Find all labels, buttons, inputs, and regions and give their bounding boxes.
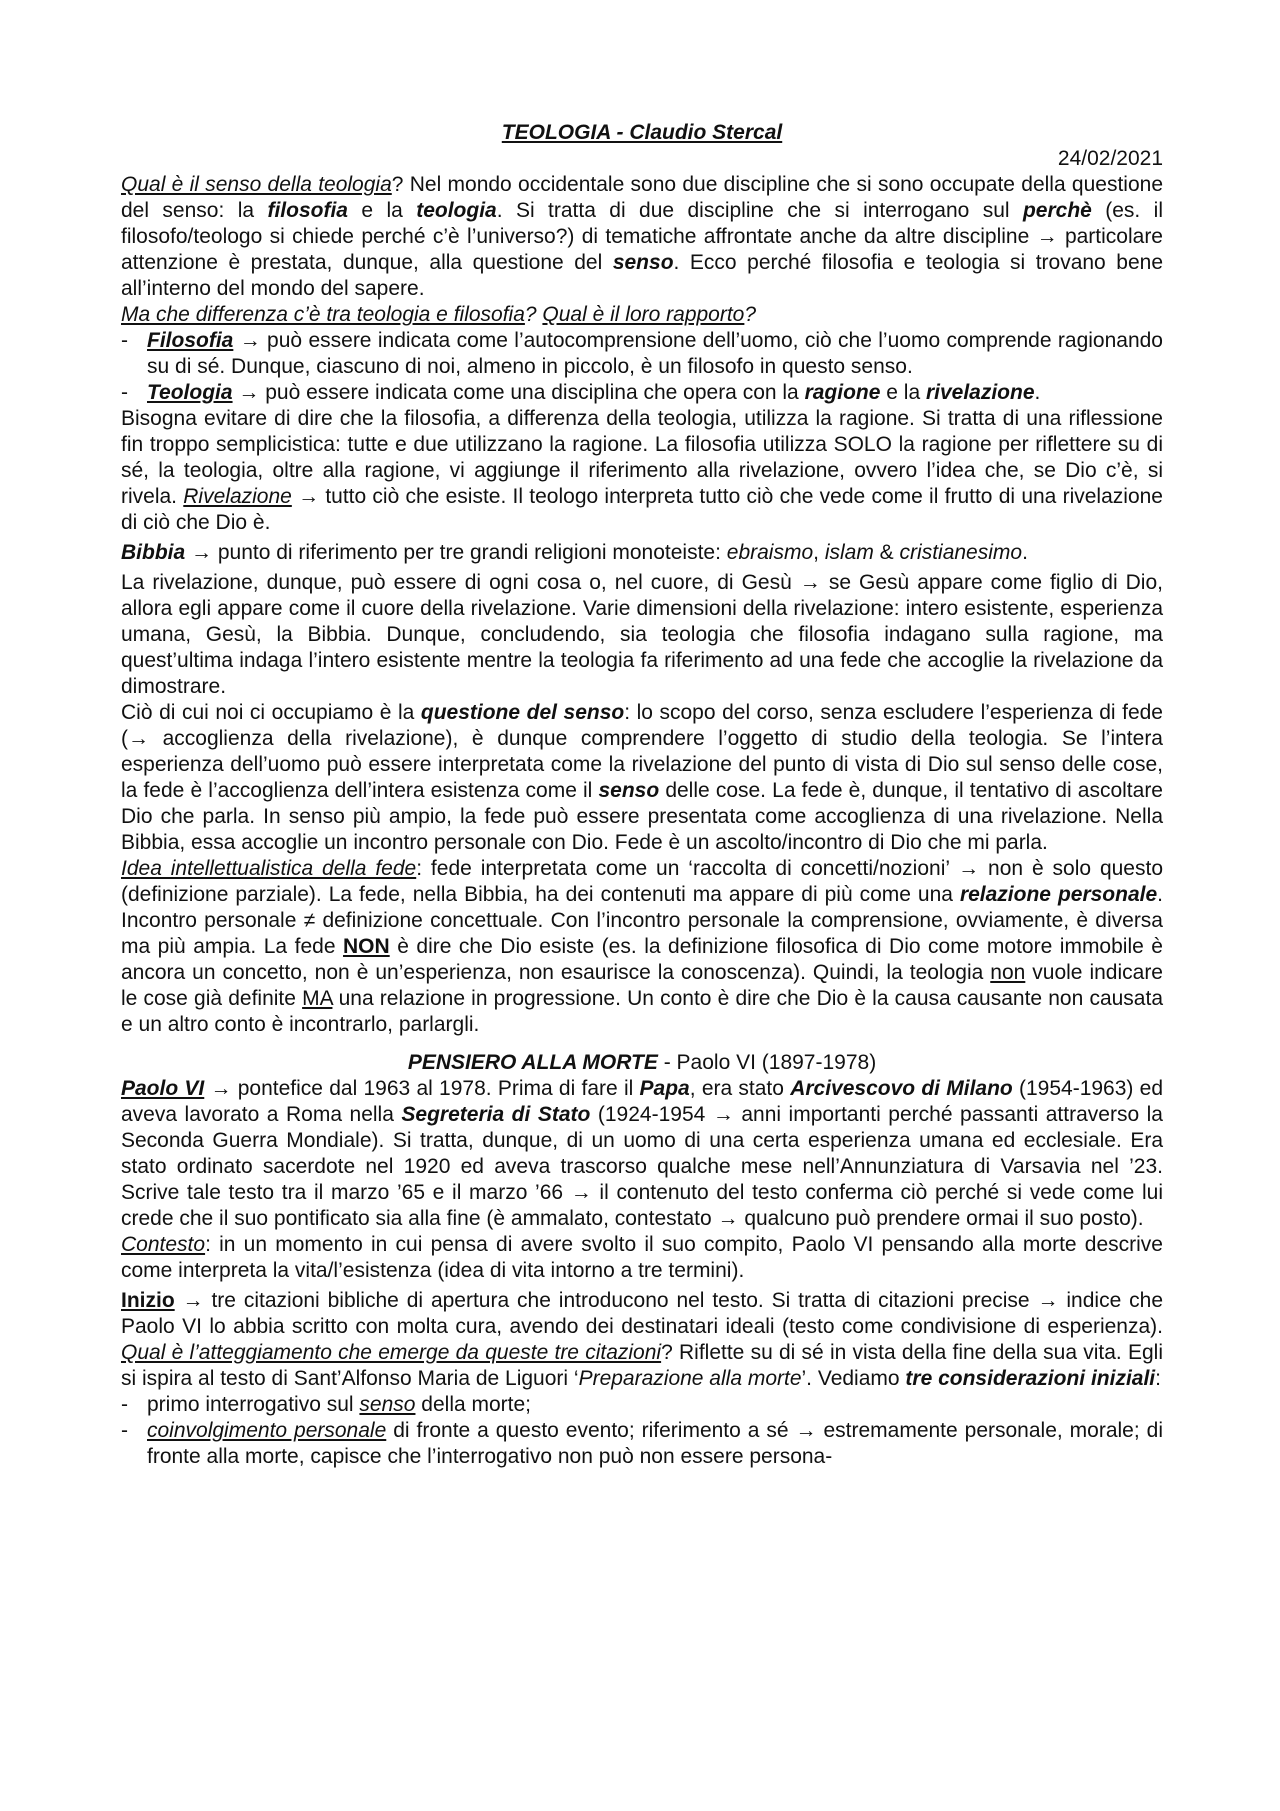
paragraph-senso-teologia: Qual è il senso della teologia? Nel mondo occidentale sono due discipline che si sono occupate della questione del senso: la filosofia e la teologia. Si tratta di due discipline che si interrogano sul perchè (es. il filosofo/teologo si chiede perché c’è l’universo?) di tematiche affrontate anche da altre discipline → particolare attenzione è prestata, dunque, alla questione del senso. Ecco perché filosofia e teologia si trovano bene all’interno del mondo del sapere. (121, 173, 1164, 300)
paragraph-paolo-vi: Paolo VI → pontefice dal 1963 al 1978. Prima di fare il Papa, era stato Arcivescovo di Milano (1954-1963) ed aveva lavorato a Roma nella Segreteria di Stato (1924-1954 → anni importanti perché passanti attraverso la Seconda Guerra Mondiale). Si tratta, dunque, di un uomo di una certa esperienza umana ed ecclesiale. Era stato ordinato sacerdote nel 1920 ed aveva trascorso qualche mese nell’Annunziatura di Varsavia nel ’23. Scrive tale testo tra il marzo ’65 e il marzo ’66 → il contenuto del testo conferma ciò perché si vede come lui crede che il suo pontificato sia alla fine (è ammalato, contestato → qualcuno può prendere ormai il suo posto). (121, 1077, 1164, 1230)
paragraph-inizio: Inizio → tre citazioni bibliche di apertura che introducono nel testo. Si tratta di citazioni precise → indice che Paolo VI lo abbia scritto con molta cura, avendo dei destinatari ideali (testo come condivisione di esperienza). Qual è l’atteggiamento che emerge da queste tre citazioni? Riflette su di sé in vista della fine della sua vita. Egli si ispira al testo di Sant’Alfonso Maria de Liguori ‘Preparazione alla morte’. Vediamo tre considerazioni iniziali: (121, 1289, 1163, 1390)
document-date: 24/02/2021 (1057, 147, 1163, 170)
list-item-teologia: - Teologia → può essere indicata come una disciplina che opera con la ragione e la rivelazione. (121, 381, 1041, 404)
list-dash: - (121, 1419, 128, 1442)
document-body (121, 120, 1163, 1470)
section-title-pensiero-morte: PENSIERO ALLA MORTE - Paolo VI (1897-1978) (407, 1051, 877, 1074)
paragraph-rivelazione-gesu: La rivelazione, dunque, può essere di ogni cosa o, nel cuore, di Gesù → se Gesù appare come figlio di Dio, allora egli appare come il cuore della rivelazione. Varie dimensioni della rivelazione: intero esistente, esperienza umana, Gesù, la Bibbia. Dunque, concludendo, sia teologia che filosofia indagano sulla ragione, ma quest’ultima indaga l’intero esistente mentre la teologia fa riferimento ad una fede che accoglie la rivelazione da dimostrare. (121, 571, 1163, 698)
list-dash: - (121, 381, 128, 404)
paragraph-contesto: Contesto: in un momento in cui pensa di avere svolto il suo compito, Paolo VI pensando alla morte descrive come interpreta la vita/l’esistenza (idea di vita intorno a tre termini). (121, 1233, 1163, 1282)
page-title: TEOLOGIA - Claudio Stercal (501, 121, 783, 144)
list-item-filosofia: - Filosofia → può essere indicata come l’autocomprensione dell’uomo, ciò che l’uomo comprende ragionando su di sé. Dunque, ciascuno di noi, almeno in piccolo, è un filosofo in questo senso. (121, 329, 1163, 378)
list-dash: - (121, 329, 128, 352)
list-dash: - (121, 1393, 128, 1416)
list-item-coinvolgimento: - coinvolgimento personale di fronte a questo evento; riferimento a sé → estremamente personale, morale; di fronte alla morte, capisce che l’interrogativo non può non essere persona- (121, 1419, 1163, 1468)
paragraph-idea-fede: Idea intellettualistica della fede: fede interpretata come un ‘raccolta di concetti/nozioni’ → non è solo questo (definizione parziale). La fede, nella Bibbia, ha dei contenuti ma appare di più come una relazione personale. Incontro personale ≠ definizione concettuale. Con l’incontro personale la comprensione, ovviamente, è diversa ma più ampia. La fede NON è dire che Dio esiste (es. la definizione filosofica di Dio come motore immobile è ancora un concetto, non è un’esperienza, non esaurisce la conoscenza). Quindi, la teologia non vuole indicare le cose già definite MA una relazione in progressione. Un conto è dire che Dio è la causa causante non causata e un altro conto è incontrarlo, parlargli. (121, 857, 1163, 1036)
paragraph-question-rapporto: Ma che differenza c’è tra teologia e filosofia? Qual è il loro rapporto? (121, 303, 757, 326)
paragraph-bibbia: Bibbia → punto di riferimento per tre grandi religioni monoteiste: ebraismo, islam & cristianesimo. (121, 541, 1028, 564)
paragraph-questione-senso: Ciò di cui noi ci occupiamo è la questione del senso: lo scopo del corso, senza escludere l’esperienza di fede (→ accoglienza della rivelazione), è dunque comprendere l’oggetto di studio della teologia. Se l’intera esperienza dell’uomo può essere interpretata come la rivelazione del punto di vista di Dio sul senso delle cose, la fede è l’accoglienza dell’intera esistenza come il senso delle cose. La fede è, dunque, il tentativo di ascoltare Dio che parla. In senso più ampio, la fede può essere presentata come accoglienza di una rivelazione. Nella Bibbia, essa accoglie un incontro personale con Dio. Fede è un ascolto/incontro di Dio che mi parla. (121, 701, 1163, 854)
list-item-interrogativo-senso: - primo interrogativo sul senso della morte; (121, 1393, 532, 1416)
paragraph-ragione-rivelazione: Bisogna evitare di dire che la filosofia, a differenza della teologia, utilizza la ragione. Si tratta di una riflessione fin troppo semplicistica: tutte e due utilizzano la ragione. La filosofia utilizza SOLO la ragione per riflettere su di sé, la teologia, oltre alla ragione, vi aggiunge il riferimento alla rivelazione, ovvero l’idea che, se Dio c’è, si rivela. Rivelazione → tutto ciò che esiste. Il teologo interpreta tutto ciò che vede come il frutto di una rivelazione di ciò che Dio è. (121, 407, 1163, 534)
